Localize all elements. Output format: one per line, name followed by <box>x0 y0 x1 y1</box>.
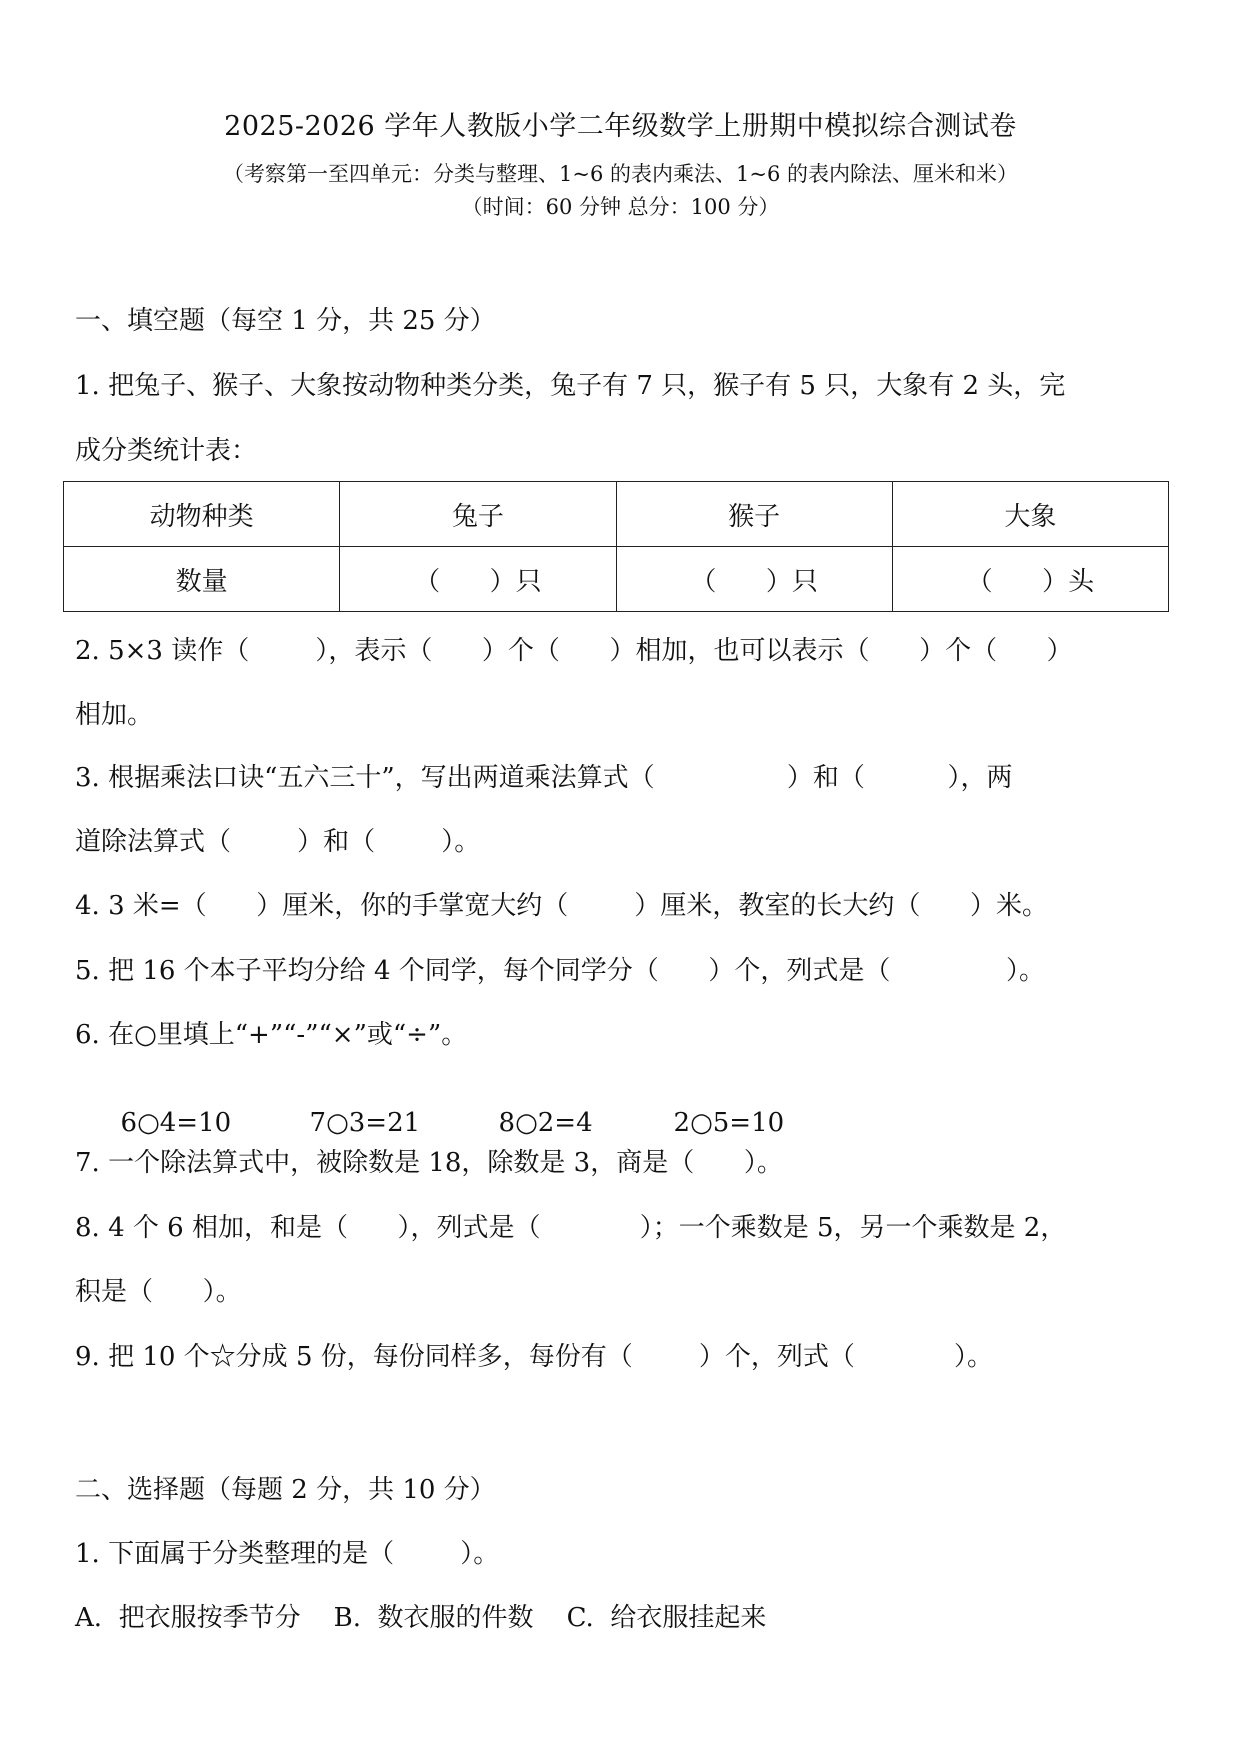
q6-equations <box>104 1078 784 1138</box>
q8-line2: 积是（ ）。 <box>75 1277 242 1307</box>
q1-line2: 成分类统计表： <box>75 436 258 466</box>
equation: 7○3=21 <box>309 1108 421 1138</box>
q3-line2: 道除法算式（ ）和（ ）。 <box>75 827 481 857</box>
q1-line1: 1. 把兔子、猴子、大象按动物种类分类，兔子有 7 只，猴子有 5 只，大象有 2 头，完 <box>75 371 1066 401</box>
exam-scope: （考察第一至四单元：分类与整理、1~6 的表内乘法、1~6 的表内除法、厘米和米） <box>223 162 1018 186</box>
exam-title: 2025-2026 学年人教版小学二年级数学上册期中模拟综合测试卷 <box>224 111 1017 142</box>
equation: 8○2=4 <box>498 1108 593 1138</box>
equation: 6○4=10 <box>120 1108 232 1138</box>
q3-line1: 3. 根据乘法口诀“五六三十”，写出两道乘法算式（ ）和（ ），两 <box>75 763 1013 793</box>
q7: 7. 一个除法算式中，被除数是 18，除数是 3，商是（ ）。 <box>75 1148 783 1178</box>
table-cell: 兔子 <box>340 482 616 547</box>
q2-line2: 相加。 <box>75 700 154 730</box>
table-cell-answer: （ ）只 <box>340 547 616 612</box>
q2-line1: 2. 5×3 读作（ ），表示（ ）个（ ）相加，也可以表示（ ）个（ ） <box>75 636 1073 666</box>
equation: 2○5=10 <box>673 1108 785 1138</box>
table-cell-answer: （ ）只 <box>616 547 892 612</box>
choice-q1: 1. 下面属于分类整理的是（ ）。 <box>75 1539 500 1569</box>
animal-statistics-table <box>63 481 1169 612</box>
q6: 6. 在○里填上“+”“-”“×”或“÷”。 <box>75 1020 468 1050</box>
table-cell: 大象 <box>892 482 1168 547</box>
table-cell: 动物种类 <box>64 482 340 547</box>
q9: 9. 把 10 个☆分成 5 份，每份同样多，每份有（ ）个，列式（ ）。 <box>75 1342 994 1372</box>
q5: 5. 把 16 个本子平均分给 4 个同学，每个同学分（ ）个，列式是（ ）。 <box>75 956 1046 986</box>
choice-q1-options: A. 把衣服按季节分 B. 数衣服的件数 C. 给衣服挂起来 <box>75 1603 767 1633</box>
table-header-row <box>64 482 1169 547</box>
q4: 4. 3 米=（ ）厘米，你的手掌宽大约（ ）厘米，教室的长大约（ ）米。 <box>75 891 1048 921</box>
q8-line1: 8. 4 个 6 相加，和是（ ），列式是（ ）；一个乘数是 5，另一个乘数是 2， <box>75 1213 1067 1243</box>
section2-heading: 二、选择题（每题 2 分，共 10 分） <box>75 1475 496 1505</box>
section1-heading: 一、填空题（每空 1 分，共 25 分） <box>75 306 496 336</box>
exam-time-score: （时间：60 分钟 总分：100 分） <box>461 195 780 219</box>
table-row <box>64 547 1169 612</box>
table-cell-answer: （ ）头 <box>892 547 1168 612</box>
table-cell: 数量 <box>64 547 340 612</box>
table-cell: 猴子 <box>616 482 892 547</box>
